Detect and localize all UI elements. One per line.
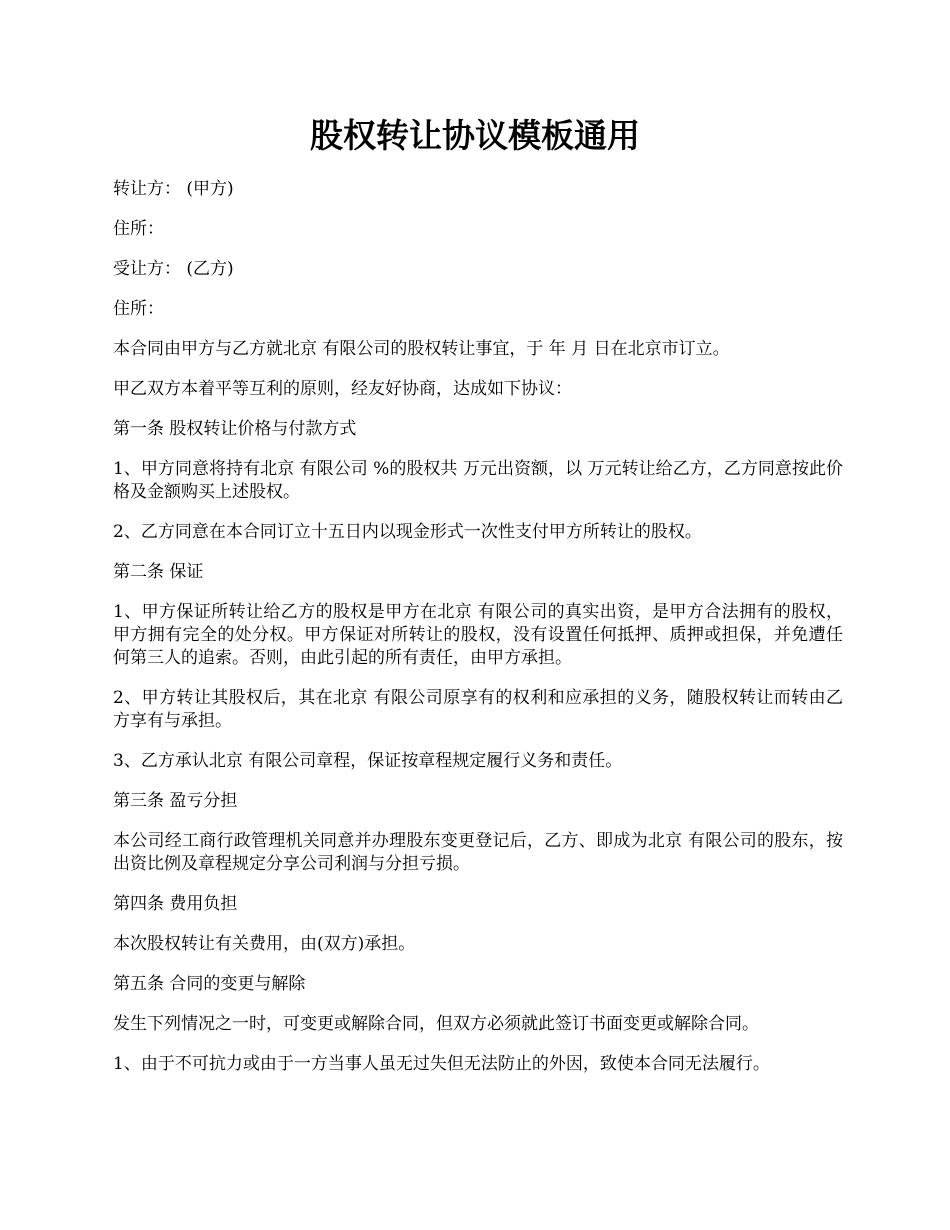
contract-intro-paragraph: 本合同由甲方与乙方就北京 有限公司的股权转让事宜，于 年 月 日在北京市订立。 bbox=[113, 339, 730, 359]
document-title: 股权转让协议模板通用 bbox=[310, 116, 640, 155]
article-2-clause-2: 2、甲方转让其股权后，其在北京 有限公司原享有的权利和应承担的义务，随股权转让而转由乙方享有与承担。 bbox=[113, 688, 843, 731]
article-4-heading: 第四条 费用负担 bbox=[113, 894, 238, 914]
article-5-clause-1: 1、由于不可抗力或由于一方当事人虽无过失但无法防止的外因，致使本合同无法履行。 bbox=[113, 1054, 770, 1074]
article-3-paragraph: 本公司经工商行政管理机关同意并办理股东变更登记后，乙方、即成为北京 有限公司的股东，按出资比例及章程规定分享公司利润与分担亏损。 bbox=[113, 831, 843, 874]
article-5-heading: 第五条 合同的变更与解除 bbox=[113, 974, 306, 994]
transferor-line: 转让方： (甲方) bbox=[113, 179, 234, 199]
transferee-address-line: 住所： bbox=[113, 299, 164, 319]
transferee-line: 受让方： (乙方) bbox=[113, 259, 234, 279]
article-5-paragraph: 发生下列情况之一时，可变更或解除合同，但双方必须就此签订书面变更或解除合同。 bbox=[113, 1014, 759, 1034]
article-1-clause-2: 2、乙方同意在本合同订立十五日内以现金形式一次性支付甲方所转让的股权。 bbox=[113, 522, 702, 542]
article-2-clause-1: 1、甲方保证所转让给乙方的股权是甲方在北京 有限公司的真实出资，是甲方合法拥有的股权，甲方拥有完全的处分权。甲方保证对所转让的股权，没有设置任何抵押、质押或担保，并免遭任何第三人的追索。否则，由此引起的所有责任，由甲方承担。 bbox=[113, 602, 843, 668]
document-body bbox=[113, 178, 843, 1093]
agreement-preamble-paragraph: 甲乙双方本着平等互利的原则，经友好协商，达成如下协议： bbox=[113, 379, 572, 399]
article-1-heading: 第一条 股权转让价格与付款方式 bbox=[113, 419, 357, 439]
transferor-address-line: 住所： bbox=[113, 219, 164, 239]
article-2-clause-3: 3、乙方承认北京 有限公司章程，保证按章程规定履行义务和责任。 bbox=[113, 751, 623, 771]
article-2-heading: 第二条 保证 bbox=[113, 562, 204, 582]
article-4-paragraph: 本次股权转让有关费用，由(双方)承担。 bbox=[113, 934, 416, 954]
article-3-heading: 第三条 盈亏分担 bbox=[113, 791, 238, 811]
article-1-clause-1: 1、甲方同意将持有北京 有限公司 %的股权共 万元出资额，以 万元转让给乙方，乙方同意按此价格及金额购买上述股权。 bbox=[113, 459, 843, 502]
